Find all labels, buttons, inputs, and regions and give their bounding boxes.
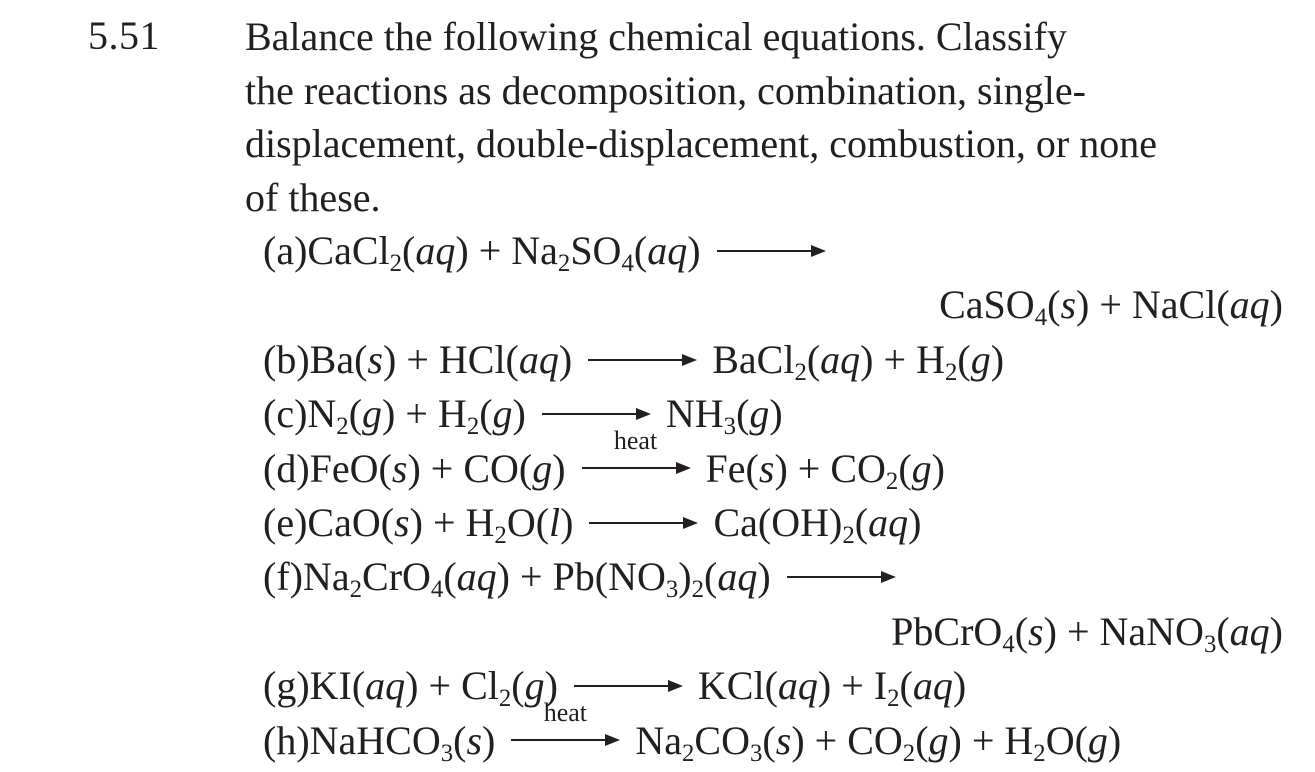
reactant-species: CaO(s)	[307, 499, 423, 545]
arrow-condition-label: heat	[613, 426, 658, 456]
reaction-arrow-icon	[587, 513, 699, 533]
reactant-species: CaCl$_2$(aq)	[307, 228, 469, 277]
product-species: $Ca(OH)_2(aq)$	[713, 499, 922, 549]
product-species: $Na_2CO_3(s)$	[635, 717, 805, 767]
arrow-condition-label: heat	[543, 698, 588, 728]
product-species: $H_2(g)$	[916, 336, 1005, 386]
prompt-line: of these.	[245, 174, 381, 220]
equation-row: (a)CaCl$_2$(aq) + $Na_2SO_4(aq)$	[263, 224, 1283, 278]
equation-row: $(f)Na_2CrO_4(aq) + Pb(NO_3)_2(aq)$	[263, 550, 1283, 604]
problem-prompt	[245, 10, 1285, 224]
reactant-species: FeO(s)	[309, 445, 421, 491]
product-species: $I_2(aq)$	[873, 663, 967, 713]
reactant-species: HCl(aq)	[438, 336, 573, 382]
reactant-species: $Na_2SO_4(aq)$	[511, 228, 701, 277]
equation-label: (g)	[263, 663, 310, 709]
product-species: NaCl(aq)	[1131, 282, 1283, 328]
reaction-arrow-icon	[540, 404, 652, 424]
equation-label: (e)	[263, 499, 308, 545]
product-species: CaSO$_4$(s)	[939, 282, 1090, 332]
reaction-arrow-icon	[785, 567, 897, 587]
equation-label: (c)	[263, 391, 308, 437]
problem-number: 5.51	[88, 13, 160, 58]
product-species: $H_2O(g)$	[1004, 717, 1122, 767]
product-species: PbCrO$_4$(s)	[891, 608, 1057, 658]
reactant-species: CO(g)	[463, 445, 566, 491]
equation-label: (d)	[263, 445, 310, 491]
reaction-arrow-icon	[715, 241, 827, 261]
equation-row: $(g)KI(aq) + Cl_2(g)$ $KCl(aq) + I_2(aq)$	[263, 659, 1283, 713]
equation-label: (f)	[263, 554, 303, 600]
product-species: $CO_2(g)$	[847, 717, 962, 767]
reactant-species: KI(aq)	[309, 663, 419, 709]
product-species: $NH_3(g)$	[665, 391, 783, 441]
prompt-line: the reactions as decomposition, combination, single-	[245, 67, 1086, 113]
reactant-species: $H_2(g)$	[437, 391, 526, 441]
reactant-species: $H_2O(l)$	[465, 499, 574, 549]
reactant-species: Ba(s)	[309, 336, 397, 382]
reactant-species: NaHCO$_3$(s)	[309, 717, 496, 767]
product-species: NaNO$_3$(aq)	[1099, 608, 1283, 658]
equation-list	[263, 224, 1283, 768]
equation-row: $(e)CaO(s) + H_2O(l)$ $Ca(OH)_2(aq)$	[263, 496, 1283, 550]
reactant-species: $N_2(g)$	[307, 391, 396, 441]
equation-products-continued: PbCrO$_4$(s) + NaNO$_3$(aq)	[891, 608, 1283, 658]
equation-row: (h)NaHCO$_3$(s) heat $Na_2CO_3(s) + CO_2(g) + H_2O(g)$	[263, 698, 1122, 767]
equation-label: (b)	[263, 336, 310, 382]
reactant-species: $Na_2CrO_4(aq)$	[302, 554, 510, 604]
reaction-arrow-icon	[586, 350, 698, 370]
prompt-line: Balance the following chemical equations. Classify	[245, 14, 1067, 59]
reactant-species: $Pb(NO_3)_2(aq)$	[552, 554, 771, 604]
prompt-line: displacement, double-displacement, combustion, or none	[245, 121, 1157, 166]
product-species: Fe(s)	[705, 445, 788, 491]
equation-row: (d)FeO(s) + CO(g) heat $Fe(s) + CO_2(g)$	[263, 426, 945, 495]
equation-row: $(c)N_2(g) + H_2(g)$ $NH_3(g)$	[263, 387, 1283, 441]
reactant-species: $Cl_2(g)$	[461, 663, 558, 713]
equation-row: (b)Ba(s) + HCl(aq) BaCl$_2$(aq) + $H_2(g)$	[263, 333, 1283, 387]
product-species: KCl(aq)	[697, 663, 832, 709]
product-species: $CO_2(g)$	[830, 445, 945, 495]
equation-products-continued: CaSO$_4$(s) + NaCl(aq)	[939, 282, 1283, 332]
equation-label: (a)	[263, 228, 308, 273]
reaction-arrow-icon	[509, 698, 621, 750]
product-species: BaCl$_2$(aq)	[712, 336, 874, 386]
equation-label: (h)	[263, 717, 310, 763]
reaction-arrow-icon	[572, 676, 684, 696]
reaction-arrow-icon	[580, 426, 692, 478]
